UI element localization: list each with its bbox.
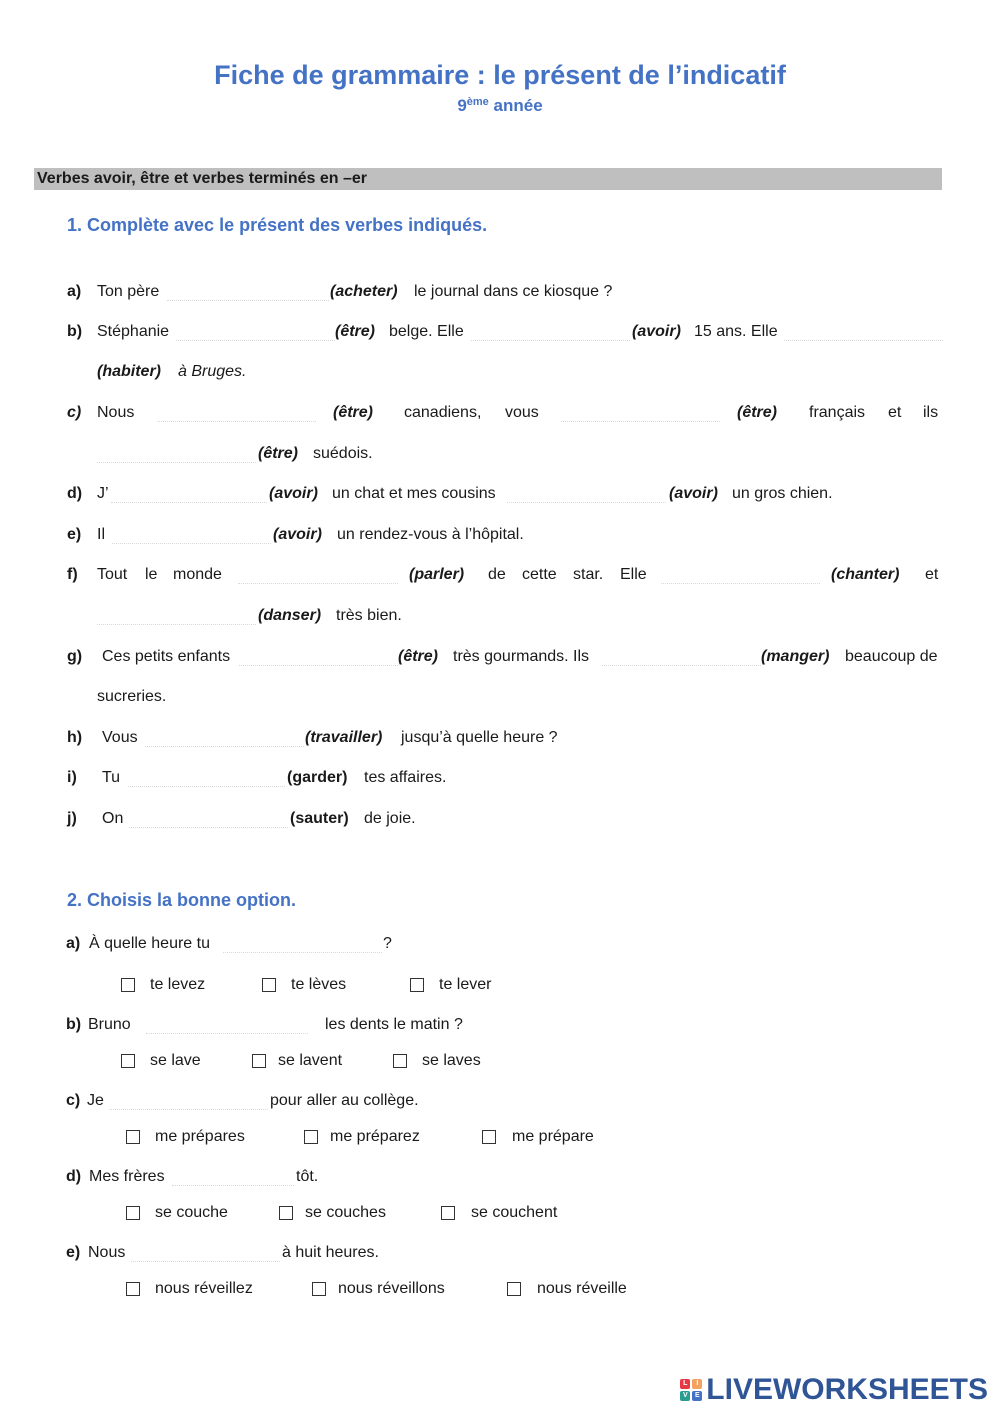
option-label: se laves <box>422 1052 481 1069</box>
item-text: J’ <box>97 485 109 502</box>
item-text: star. <box>573 566 604 583</box>
item-label: g) <box>67 648 83 665</box>
answer-input-f1[interactable] <box>238 563 398 584</box>
verb-hint: (avoir) <box>273 526 322 543</box>
section-bar: Verbes avoir, être et verbes terminés en –er <box>34 168 942 190</box>
answer-input-a1[interactable] <box>167 280 329 301</box>
option-label: te lèves <box>291 976 347 993</box>
logo-letter: L <box>680 1379 690 1389</box>
item-text: le journal dans ce kiosque ? <box>414 283 613 300</box>
item-label: d) <box>67 485 83 502</box>
answer-input-b1[interactable] <box>176 320 335 341</box>
verb-hint: (être) <box>398 648 439 665</box>
exercise2-heading: 2. Choisis la bonne option. <box>67 890 297 910</box>
item-text: À quelle heure tu <box>89 935 210 952</box>
item-text: 15 ans. Elle <box>694 323 778 340</box>
item-label: h) <box>67 729 83 746</box>
answer-input-g1[interactable] <box>239 645 398 666</box>
checkbox[interactable] <box>304 1130 318 1144</box>
item-label: i) <box>67 769 77 786</box>
option-d3[interactable] <box>441 1201 557 1225</box>
item-text: Tout <box>97 566 128 583</box>
checkbox[interactable] <box>312 1282 326 1296</box>
verb-hint: (manger) <box>761 648 830 665</box>
option-label: se couchent <box>471 1204 558 1221</box>
option-label: nous réveillons <box>338 1280 445 1297</box>
item-label: j) <box>67 810 77 827</box>
ex1-item-j <box>0 807 1000 831</box>
item-text: Tu <box>102 769 121 786</box>
answer-input-c2[interactable] <box>561 401 720 422</box>
logo-mark-icon <box>680 1379 702 1401</box>
verb-hint: (travailler) <box>305 729 383 746</box>
verb-hint: (être) <box>335 323 376 340</box>
answer-input-2e[interactable] <box>131 1241 280 1262</box>
item-label: b) <box>67 323 83 340</box>
ex2-item-c <box>0 1089 1000 1113</box>
option-label: se couche <box>155 1204 228 1221</box>
item-text: beaucoup de <box>845 648 938 665</box>
ex1-item-f-cont <box>0 604 1000 628</box>
item-text: un chat et mes cousins <box>332 485 496 502</box>
item-text: sucreries. <box>97 688 167 705</box>
option-c1[interactable] <box>126 1125 245 1149</box>
answer-input-c3[interactable] <box>97 442 256 463</box>
ex1-item-b-cont <box>0 360 1000 384</box>
logo-letter: V <box>680 1391 690 1401</box>
item-text: Stéphanie <box>97 323 170 340</box>
item-label: c) <box>66 1092 81 1109</box>
option-label: se couches <box>305 1204 386 1221</box>
answer-input-d2[interactable] <box>507 482 666 503</box>
item-text: de <box>488 566 506 583</box>
answer-input-e1[interactable] <box>112 523 271 544</box>
checkbox[interactable] <box>441 1206 455 1220</box>
verb-hint: (avoir) <box>269 485 318 502</box>
checkbox[interactable] <box>126 1206 140 1220</box>
grade-word: année <box>493 96 543 115</box>
item-label: a) <box>67 283 82 300</box>
verb-hint: (être) <box>333 404 374 421</box>
item-text: Bruno <box>88 1016 131 1033</box>
option-d2[interactable] <box>279 1201 386 1225</box>
answer-input-d1[interactable] <box>111 482 267 503</box>
ex1-item-b <box>0 320 1000 344</box>
item-text: suédois. <box>313 445 373 462</box>
answer-input-c1[interactable] <box>157 401 316 422</box>
item-text: cette <box>522 566 557 583</box>
item-label: d) <box>66 1168 82 1185</box>
liveworksheets-logo <box>680 1374 988 1406</box>
exercise1-heading: 1. Complète avec le présent des verbes indiqués. <box>67 215 488 235</box>
item-text: jusqu’à quelle heure ? <box>401 729 558 746</box>
checkbox[interactable] <box>507 1282 521 1296</box>
option-b2[interactable] <box>252 1049 342 1073</box>
answer-input-2b[interactable] <box>146 1013 308 1034</box>
option-label: me préparez <box>330 1128 420 1145</box>
option-b3[interactable] <box>393 1049 481 1073</box>
item-text: Je <box>87 1092 104 1109</box>
option-label: nous réveille <box>537 1280 627 1297</box>
grade-number: 9 <box>457 96 467 115</box>
option-label: me prépares <box>155 1128 245 1145</box>
item-text: Vous <box>102 729 138 746</box>
ex1-item-g-cont <box>0 685 1000 709</box>
item-text: un gros chien. <box>732 485 833 502</box>
item-text: vous <box>505 404 539 421</box>
ex2-options-a <box>0 973 1000 997</box>
brand-name: LIVEWORKSHEETS <box>706 1373 988 1406</box>
item-text: monde <box>173 566 222 583</box>
item-text: et <box>925 566 939 583</box>
item-text: ? <box>383 935 392 952</box>
checkbox[interactable] <box>410 978 424 992</box>
ex2-item-a <box>0 932 1000 956</box>
item-text: Nous <box>97 404 135 421</box>
ex2-options-d <box>0 1201 1000 1225</box>
page-title: Fiche de grammaire : le présent de l’indicatif <box>214 60 786 90</box>
checkbox[interactable] <box>482 1130 496 1144</box>
ex1-item-e <box>0 523 1000 547</box>
item-label: b) <box>66 1016 82 1033</box>
answer-input-b2[interactable] <box>471 320 630 341</box>
item-text: ils <box>923 404 939 421</box>
verb-hint: (danser) <box>258 607 322 624</box>
verb-hint: (chanter) <box>831 566 900 583</box>
answer-input-2d[interactable] <box>172 1165 294 1186</box>
ex2-options-c <box>0 1125 1000 1149</box>
answer-input-f3[interactable] <box>97 604 256 625</box>
ex2-options-b <box>0 1049 1000 1073</box>
answer-input-g2[interactable] <box>602 645 761 666</box>
option-label: me prépare <box>512 1128 594 1145</box>
option-label: se lave <box>150 1052 201 1069</box>
option-a1[interactable] <box>121 973 205 997</box>
grade-subtitle <box>0 96 1000 116</box>
option-d1[interactable] <box>126 1201 228 1225</box>
ex1-item-c <box>0 401 1000 425</box>
item-text: Ton père <box>97 283 160 300</box>
answer-input-2a[interactable] <box>223 932 382 953</box>
logo-letter: E <box>692 1391 702 1401</box>
verb-hint: (garder) <box>287 769 348 786</box>
option-e2[interactable] <box>312 1277 445 1301</box>
ex1-item-f <box>0 563 1000 587</box>
option-e1[interactable] <box>126 1277 253 1301</box>
item-text: très bien. <box>336 607 402 624</box>
ex2-options-e <box>0 1277 1000 1301</box>
verb-hint: (acheter) <box>330 283 398 300</box>
item-text: Nous <box>88 1244 126 1261</box>
item-text: Mes frères <box>89 1168 165 1185</box>
ex1-item-i <box>0 766 1000 790</box>
grade-sup: ème <box>466 96 489 108</box>
verb-hint: (être) <box>258 445 299 462</box>
item-label: e) <box>66 1244 81 1261</box>
option-label: nous réveillez <box>155 1280 253 1297</box>
item-label: e) <box>67 526 82 543</box>
option-a3[interactable] <box>410 973 491 997</box>
item-text: belge. Elle <box>389 323 464 340</box>
ex2-item-b <box>0 1013 1000 1037</box>
verb-hint: (être) <box>737 404 778 421</box>
option-e3[interactable] <box>507 1277 627 1301</box>
verb-hint: (habiter) <box>97 363 161 380</box>
item-text: à Bruges. <box>178 363 247 380</box>
item-text: Il <box>97 526 105 543</box>
ex1-item-d <box>0 482 1000 506</box>
ex2-item-d <box>0 1165 1000 1189</box>
checkbox[interactable] <box>393 1054 407 1068</box>
ex1-item-h <box>0 726 1000 750</box>
item-text: un rendez-vous à l’hôpital. <box>337 526 524 543</box>
answer-input-2c[interactable] <box>109 1089 268 1110</box>
option-c2[interactable] <box>304 1125 420 1149</box>
item-text: pour aller au collège. <box>270 1092 419 1109</box>
ex1-item-a <box>0 280 1000 304</box>
item-text: de joie. <box>364 810 416 827</box>
item-label: c) <box>67 404 82 421</box>
item-text: très gourmands. Ils <box>453 648 590 665</box>
option-a2[interactable] <box>262 973 346 997</box>
item-label: f) <box>67 566 78 583</box>
checkbox[interactable] <box>121 1054 135 1068</box>
item-text: français <box>809 404 866 421</box>
logo-letter: I <box>692 1379 702 1389</box>
checkbox[interactable] <box>126 1282 140 1296</box>
checkbox[interactable] <box>262 978 276 992</box>
option-label: se lavent <box>278 1052 343 1069</box>
ex2-item-e <box>0 1241 1000 1265</box>
option-label: te lever <box>439 976 492 993</box>
answer-input-h1[interactable] <box>145 726 304 747</box>
option-c3[interactable] <box>482 1125 594 1149</box>
checkbox[interactable] <box>252 1054 266 1068</box>
answer-input-b3[interactable] <box>784 320 943 341</box>
item-text: le <box>145 566 158 583</box>
item-text: Ces petits enfants <box>102 648 231 665</box>
verb-hint: (avoir) <box>669 485 718 502</box>
item-text: et <box>888 404 902 421</box>
answer-input-j1[interactable] <box>129 807 288 828</box>
verb-hint: (avoir) <box>632 323 681 340</box>
item-text: les dents le matin ? <box>325 1016 463 1033</box>
item-text: tôt. <box>296 1168 319 1185</box>
ex1-item-c-cont <box>0 442 1000 466</box>
option-label: te levez <box>150 976 206 993</box>
checkbox[interactable] <box>121 978 135 992</box>
option-b1[interactable] <box>121 1049 201 1073</box>
checkbox[interactable] <box>126 1130 140 1144</box>
item-text: tes affaires. <box>364 769 447 786</box>
item-text: canadiens, <box>404 404 482 421</box>
ex1-item-g <box>0 645 1000 669</box>
verb-hint: (sauter) <box>290 810 349 827</box>
checkbox[interactable] <box>279 1206 293 1220</box>
item-text: On <box>102 810 124 827</box>
item-text: Elle <box>620 566 647 583</box>
item-label: a) <box>66 935 81 952</box>
answer-input-f2[interactable] <box>661 563 820 584</box>
verb-hint: (parler) <box>409 566 465 583</box>
item-text: à huit heures. <box>282 1244 379 1261</box>
answer-input-i1[interactable] <box>128 766 285 787</box>
